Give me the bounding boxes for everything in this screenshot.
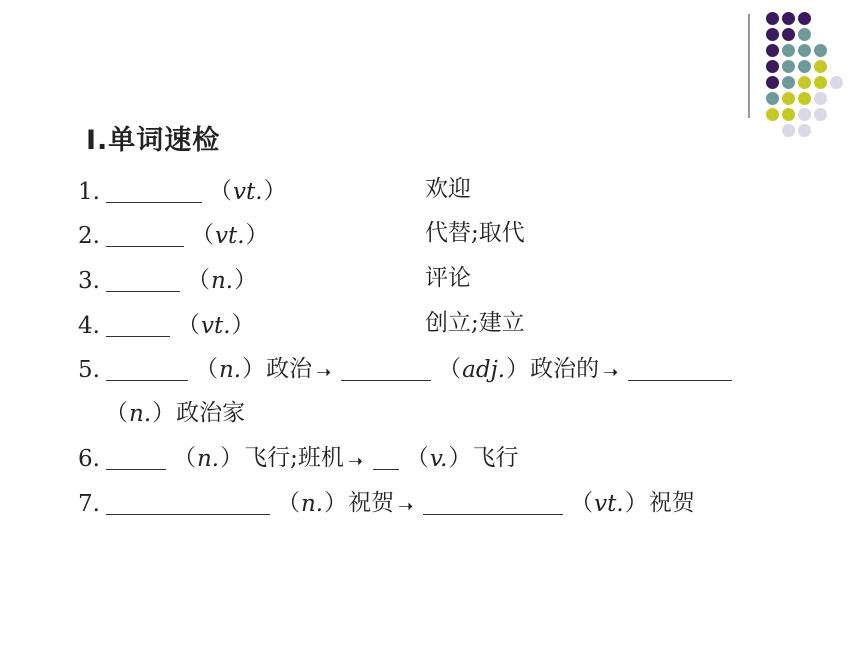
answer-blank[interactable] [106, 492, 270, 515]
vocab-item-1: 1. （ vt. ） [78, 178, 287, 205]
vocab-item-5-cont: （ n. ） 政治家 [104, 394, 245, 427]
answer-blank[interactable] [106, 180, 202, 203]
decorative-dot [798, 124, 811, 137]
decorative-dot [798, 108, 811, 121]
part-of-speech: n. [300, 491, 324, 517]
decorative-dot [814, 76, 827, 89]
decorative-dot [798, 76, 811, 89]
vocab-item-3: 3. （ n. ） [78, 267, 258, 294]
arrow-icon: ➝ [603, 362, 619, 383]
meaning-4: 创立;建立 [425, 310, 525, 336]
decorative-dot [782, 60, 795, 73]
arrow-icon: ➝ [316, 362, 332, 383]
answer-blank[interactable] [106, 224, 184, 247]
decorative-dot [782, 76, 795, 89]
meaning-2: 代替;取代 [425, 220, 525, 246]
decorative-dot [766, 60, 779, 73]
vocab-item-5: 5. （ n. ） 政治 ➝ （ adj. ） 政治的 ➝ [78, 350, 738, 383]
decorative-dot [782, 28, 795, 41]
meaning: 祝贺 [348, 490, 395, 516]
meaning-3: 评论 [425, 265, 471, 291]
meaning-1: 欢迎 [425, 176, 471, 202]
decorative-dot [798, 12, 811, 25]
decorative-dot [782, 108, 795, 121]
vocab-item-6: 6. （ n. ） 飞行;班机 ➝ （ v. ） 飞行 [78, 439, 519, 472]
item-number: 3. [78, 268, 100, 294]
item-number: 4. [78, 313, 100, 339]
answer-blank[interactable] [341, 358, 431, 381]
decorative-dot [766, 76, 779, 89]
decorative-dot [782, 12, 795, 25]
meaning: 政治的 [530, 356, 600, 382]
meaning: 飞行 [472, 445, 519, 471]
part-of-speech: v. [429, 446, 448, 472]
corner-divider [748, 14, 750, 118]
decorative-dot [798, 44, 811, 57]
vocab-item-4: 4. （ vt. ） [78, 312, 255, 339]
part-of-speech: n. [218, 357, 242, 383]
item-number: 6. [78, 446, 100, 472]
decorative-dot [782, 92, 795, 105]
decorative-dot [766, 28, 779, 41]
answer-blank[interactable] [106, 314, 170, 337]
item-number: 1. [78, 179, 100, 205]
arrow-icon: ➝ [347, 451, 363, 472]
section-heading: Ⅰ.单词速检 [86, 125, 221, 156]
meaning: 政治家 [176, 400, 246, 426]
part-of-speech: vt. [232, 179, 263, 205]
part-of-speech: vt. [200, 313, 231, 339]
decorative-dot [798, 28, 811, 41]
answer-blank[interactable] [106, 447, 166, 470]
decorative-dot [814, 60, 827, 73]
vocab-item-7: 7. （ n. ） 祝贺 ➝ （ vt. ） 祝贺 [78, 484, 695, 517]
decorative-dot [766, 108, 779, 121]
item-number: 5. [78, 357, 100, 383]
item-number: 7. [78, 491, 100, 517]
part-of-speech: vt. [594, 491, 624, 517]
arrow-icon: ➝ [398, 496, 414, 517]
decorative-dot [830, 76, 843, 89]
meaning: 飞行;班机 [244, 445, 344, 471]
part-of-speech: n. [210, 268, 234, 294]
answer-blank[interactable] [628, 358, 732, 381]
item-number: 2. [78, 223, 100, 249]
meaning: 祝贺 [648, 490, 695, 516]
part-of-speech: vt. [214, 223, 245, 249]
decorative-dot [782, 44, 795, 57]
part-of-speech: n. [196, 446, 220, 472]
decorative-dot [814, 92, 827, 105]
decorative-dot [814, 44, 827, 57]
decorative-dot [798, 60, 811, 73]
meaning: 政治 [266, 356, 313, 382]
answer-blank[interactable] [106, 269, 180, 292]
decorative-dot [766, 12, 779, 25]
decorative-dot [798, 92, 811, 105]
decorative-dot [814, 108, 827, 121]
part-of-speech: adj. [462, 357, 506, 383]
answer-blank[interactable] [373, 447, 399, 470]
answer-blank[interactable] [423, 492, 563, 515]
vocab-item-2: 2. （ vt. ） [78, 222, 269, 249]
decorative-dot [782, 124, 795, 137]
answer-blank[interactable] [106, 358, 188, 381]
decorative-dot [766, 92, 779, 105]
decorative-dot [766, 44, 779, 57]
part-of-speech: n. [129, 401, 152, 427]
